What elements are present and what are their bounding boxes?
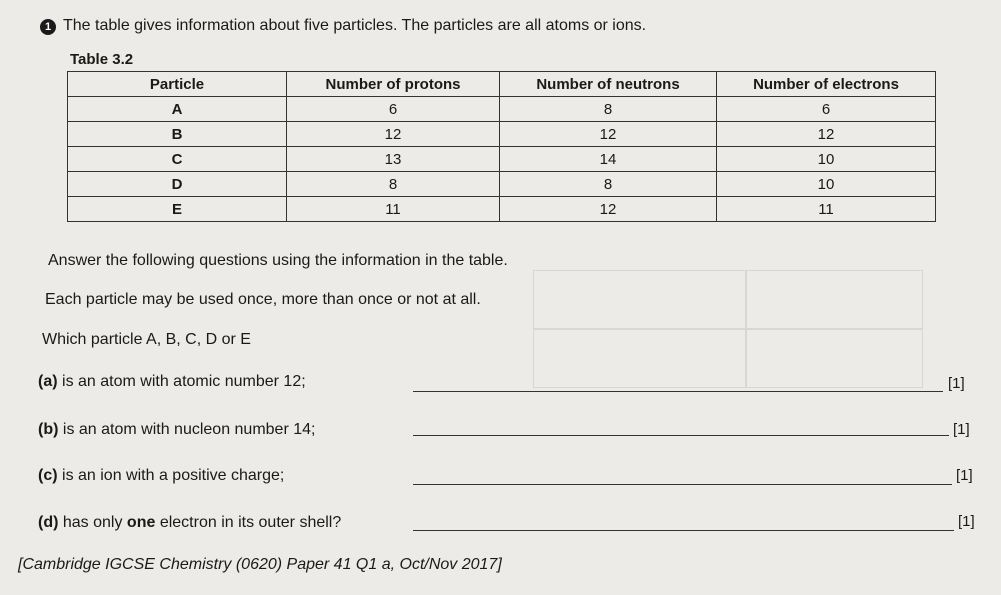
part-d-answer-line[interactable] — [413, 530, 954, 531]
cell-particle: D — [68, 172, 287, 197]
part-c-letter: (c) — [38, 467, 58, 484]
instruction-line-3: Which particle A, B, C, D or E — [42, 331, 251, 348]
instruction-line-2: Each particle may be used once, more than once or not at all. — [45, 291, 481, 308]
show-through-divider — [533, 328, 923, 330]
cell-electrons: 6 — [717, 97, 936, 122]
cell-neutrons: 12 — [500, 197, 717, 222]
part-a-text: is an atom with atomic number 12; — [57, 373, 306, 390]
cell-electrons: 10 — [717, 172, 936, 197]
question-number-badge: 1 — [40, 19, 56, 35]
part-d-text-bold: one — [126, 514, 156, 531]
part-b-text: is an atom with nucleon number 14; — [58, 421, 316, 438]
table-row — [68, 197, 936, 222]
part-c-question — [38, 467, 284, 485]
cell-particle: E — [68, 197, 287, 222]
header-neutrons: Number of neutrons — [500, 72, 717, 97]
particles-table — [67, 71, 936, 222]
part-d-text-pre: has only — [58, 514, 127, 531]
cell-neutrons: 8 — [500, 172, 717, 197]
question-intro: The table gives information about five particles. The particles are all atoms or ions. — [63, 17, 647, 34]
cell-electrons: 11 — [717, 197, 936, 222]
header-electrons: Number of electrons — [717, 72, 936, 97]
cell-protons: 13 — [287, 147, 500, 172]
cell-particle: C — [68, 147, 287, 172]
table-header-row — [68, 72, 936, 97]
part-d-text-post: electron in its outer shell? — [155, 514, 342, 531]
header-protons: Number of protons — [287, 72, 500, 97]
cell-neutrons: 8 — [500, 97, 717, 122]
part-a-answer-line[interactable] — [413, 391, 943, 392]
table-row — [68, 172, 936, 197]
table-row — [68, 147, 936, 172]
cell-particle: A — [68, 97, 287, 122]
cell-neutrons: 12 — [500, 122, 717, 147]
cell-protons: 11 — [287, 197, 500, 222]
show-through-table — [533, 270, 923, 388]
part-d-question — [38, 514, 341, 532]
table-caption: Table 3.2 — [70, 51, 134, 68]
part-c-text: is an ion with a positive charge; — [57, 467, 285, 484]
cell-particle: B — [68, 122, 287, 147]
part-b-question — [38, 421, 315, 439]
part-a-letter: (a) — [38, 373, 58, 390]
part-b-answer-line[interactable] — [413, 435, 949, 436]
part-c-answer-line[interactable] — [413, 484, 952, 485]
cell-protons: 8 — [287, 172, 500, 197]
part-a-question — [38, 373, 306, 391]
part-b-letter: (b) — [38, 421, 59, 438]
part-a-mark: [1] — [948, 375, 965, 392]
part-d-letter: (d) — [38, 514, 59, 531]
header-particle: Particle — [68, 72, 287, 97]
table-row — [68, 122, 936, 147]
part-b-mark: [1] — [953, 421, 970, 438]
instruction-line-1: Answer the following questions using the information in the table. — [48, 252, 508, 269]
cell-protons: 12 — [287, 122, 500, 147]
cell-neutrons: 14 — [500, 147, 717, 172]
source-citation: [Cambridge IGCSE Chemistry (0620) Paper 41 Q1 a, Oct/Nov 2017] — [18, 556, 502, 573]
cell-electrons: 10 — [717, 147, 936, 172]
show-through-divider — [745, 270, 747, 388]
table-row — [68, 97, 936, 122]
part-c-mark: [1] — [956, 467, 973, 484]
cell-electrons: 12 — [717, 122, 936, 147]
part-d-mark: [1] — [958, 513, 975, 530]
cell-protons: 6 — [287, 97, 500, 122]
